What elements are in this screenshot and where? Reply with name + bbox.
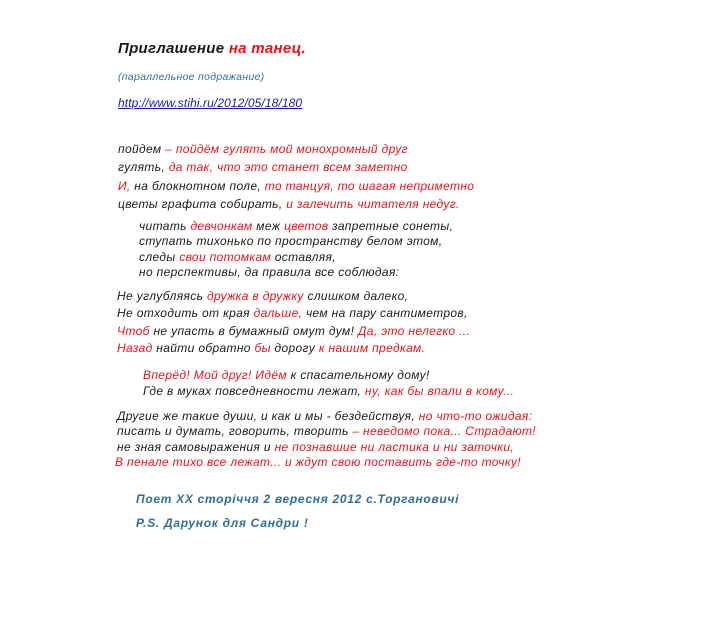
line-segment: бы xyxy=(250,340,271,355)
line-segment: слишком далеко, xyxy=(303,289,409,303)
poem-subtitle: (параллельное подражание) xyxy=(118,71,265,83)
line-segment: не зная самовыражения и xyxy=(117,439,271,454)
poem-line xyxy=(143,384,514,399)
line-segment: запретные сонеты, xyxy=(328,219,454,233)
line-segment: к нашим предкам. xyxy=(315,340,426,355)
poem-line xyxy=(115,455,521,470)
line-segment: не познавшие ни ластика и ни заточки, xyxy=(270,439,515,454)
line-segment: писать и думать, говорить, творить xyxy=(117,424,349,439)
line-segment: свои потомкам xyxy=(175,249,272,264)
line-segment: то танцуя, то шагая неприметно xyxy=(261,178,475,193)
line-segment: Другие же такие души, и как и мы - бездействуя, xyxy=(117,409,416,423)
poem-line xyxy=(139,219,453,234)
poem-line xyxy=(117,341,425,356)
line-segment: читать xyxy=(139,219,187,233)
line-segment: меж xyxy=(252,219,281,233)
line-segment: гулять, xyxy=(118,160,166,175)
title-part1: Приглашение xyxy=(118,40,225,57)
poem-line xyxy=(143,368,430,383)
line-segment: ну, как бы впали в кому... xyxy=(361,384,515,399)
line-segment: чем на пару сантиметров, xyxy=(302,306,468,321)
line-segment: И, xyxy=(118,178,131,193)
poem-title xyxy=(118,40,306,58)
line-segment: цветов xyxy=(280,219,329,233)
line-segment: Где в муках повседневности лежат, xyxy=(143,384,362,399)
line-segment: найти обратно xyxy=(152,340,251,355)
postscript: P.S. Дарунок для Сандри ! xyxy=(136,516,309,530)
poem-line xyxy=(118,160,408,175)
line-segment: да так, что это станет всем заметно xyxy=(165,160,408,175)
poem-line xyxy=(117,324,470,339)
line-segment: дорогу xyxy=(270,340,316,355)
poem-line xyxy=(117,409,532,424)
poem-line xyxy=(118,197,460,212)
line-segment: В пенале тихо все лежат... и ждут свою поставить где-то точку! xyxy=(115,455,521,470)
poem-line xyxy=(117,289,408,304)
line-segment: и залечить читателя недуг. xyxy=(282,196,460,211)
line-segment: не упасть в бумажный омут дум! xyxy=(149,323,355,338)
line-segment: – пойдём гулять мой монохромный друг xyxy=(161,142,408,156)
line-segment: Не отходить от края xyxy=(117,306,250,321)
line-segment: Да, это нелегко ... xyxy=(354,323,471,338)
line-segment: оставляя, xyxy=(271,249,336,264)
line-segment: девчонкам xyxy=(186,219,253,233)
line-segment: ступать тихонько по пространству белом этом, xyxy=(139,234,443,249)
line-segment: – неведомо пока... Страдают! xyxy=(348,424,536,439)
poem-line xyxy=(139,265,399,280)
line-segment: цветы графита собирать, xyxy=(118,196,283,211)
line-segment: следы xyxy=(139,249,176,264)
poem-line xyxy=(139,234,442,249)
line-segment: Не углубляясь xyxy=(117,289,204,303)
line-segment: на блокнотном поле, xyxy=(130,178,262,193)
source-link[interactable]: http://www.stihi.ru/2012/05/18/180 xyxy=(118,96,303,110)
line-segment: Вперёд! Мой друг! Идём xyxy=(143,368,287,382)
line-segment: к спасательному дому! xyxy=(286,368,430,382)
line-segment: Назад xyxy=(117,340,153,355)
poem-line xyxy=(117,440,514,455)
line-segment: дальше, xyxy=(249,306,303,321)
poem-line xyxy=(117,306,468,321)
title-part2: на танец. xyxy=(228,40,307,57)
poem-line xyxy=(118,179,474,194)
signature: Поет ХХ сторіччя 2 вересня 2012 с.Торгановичі xyxy=(136,492,460,506)
poem-line xyxy=(139,250,336,265)
line-segment: дружка в дружку xyxy=(203,289,304,303)
line-segment: пойдем xyxy=(118,142,162,156)
line-segment: Чтоб xyxy=(117,323,150,338)
poem-line xyxy=(118,142,408,157)
line-segment: но перспективы, да правила все соблюдая: xyxy=(139,264,400,279)
line-segment: но что-то ожидая: xyxy=(415,409,533,423)
poem-line xyxy=(117,424,536,439)
